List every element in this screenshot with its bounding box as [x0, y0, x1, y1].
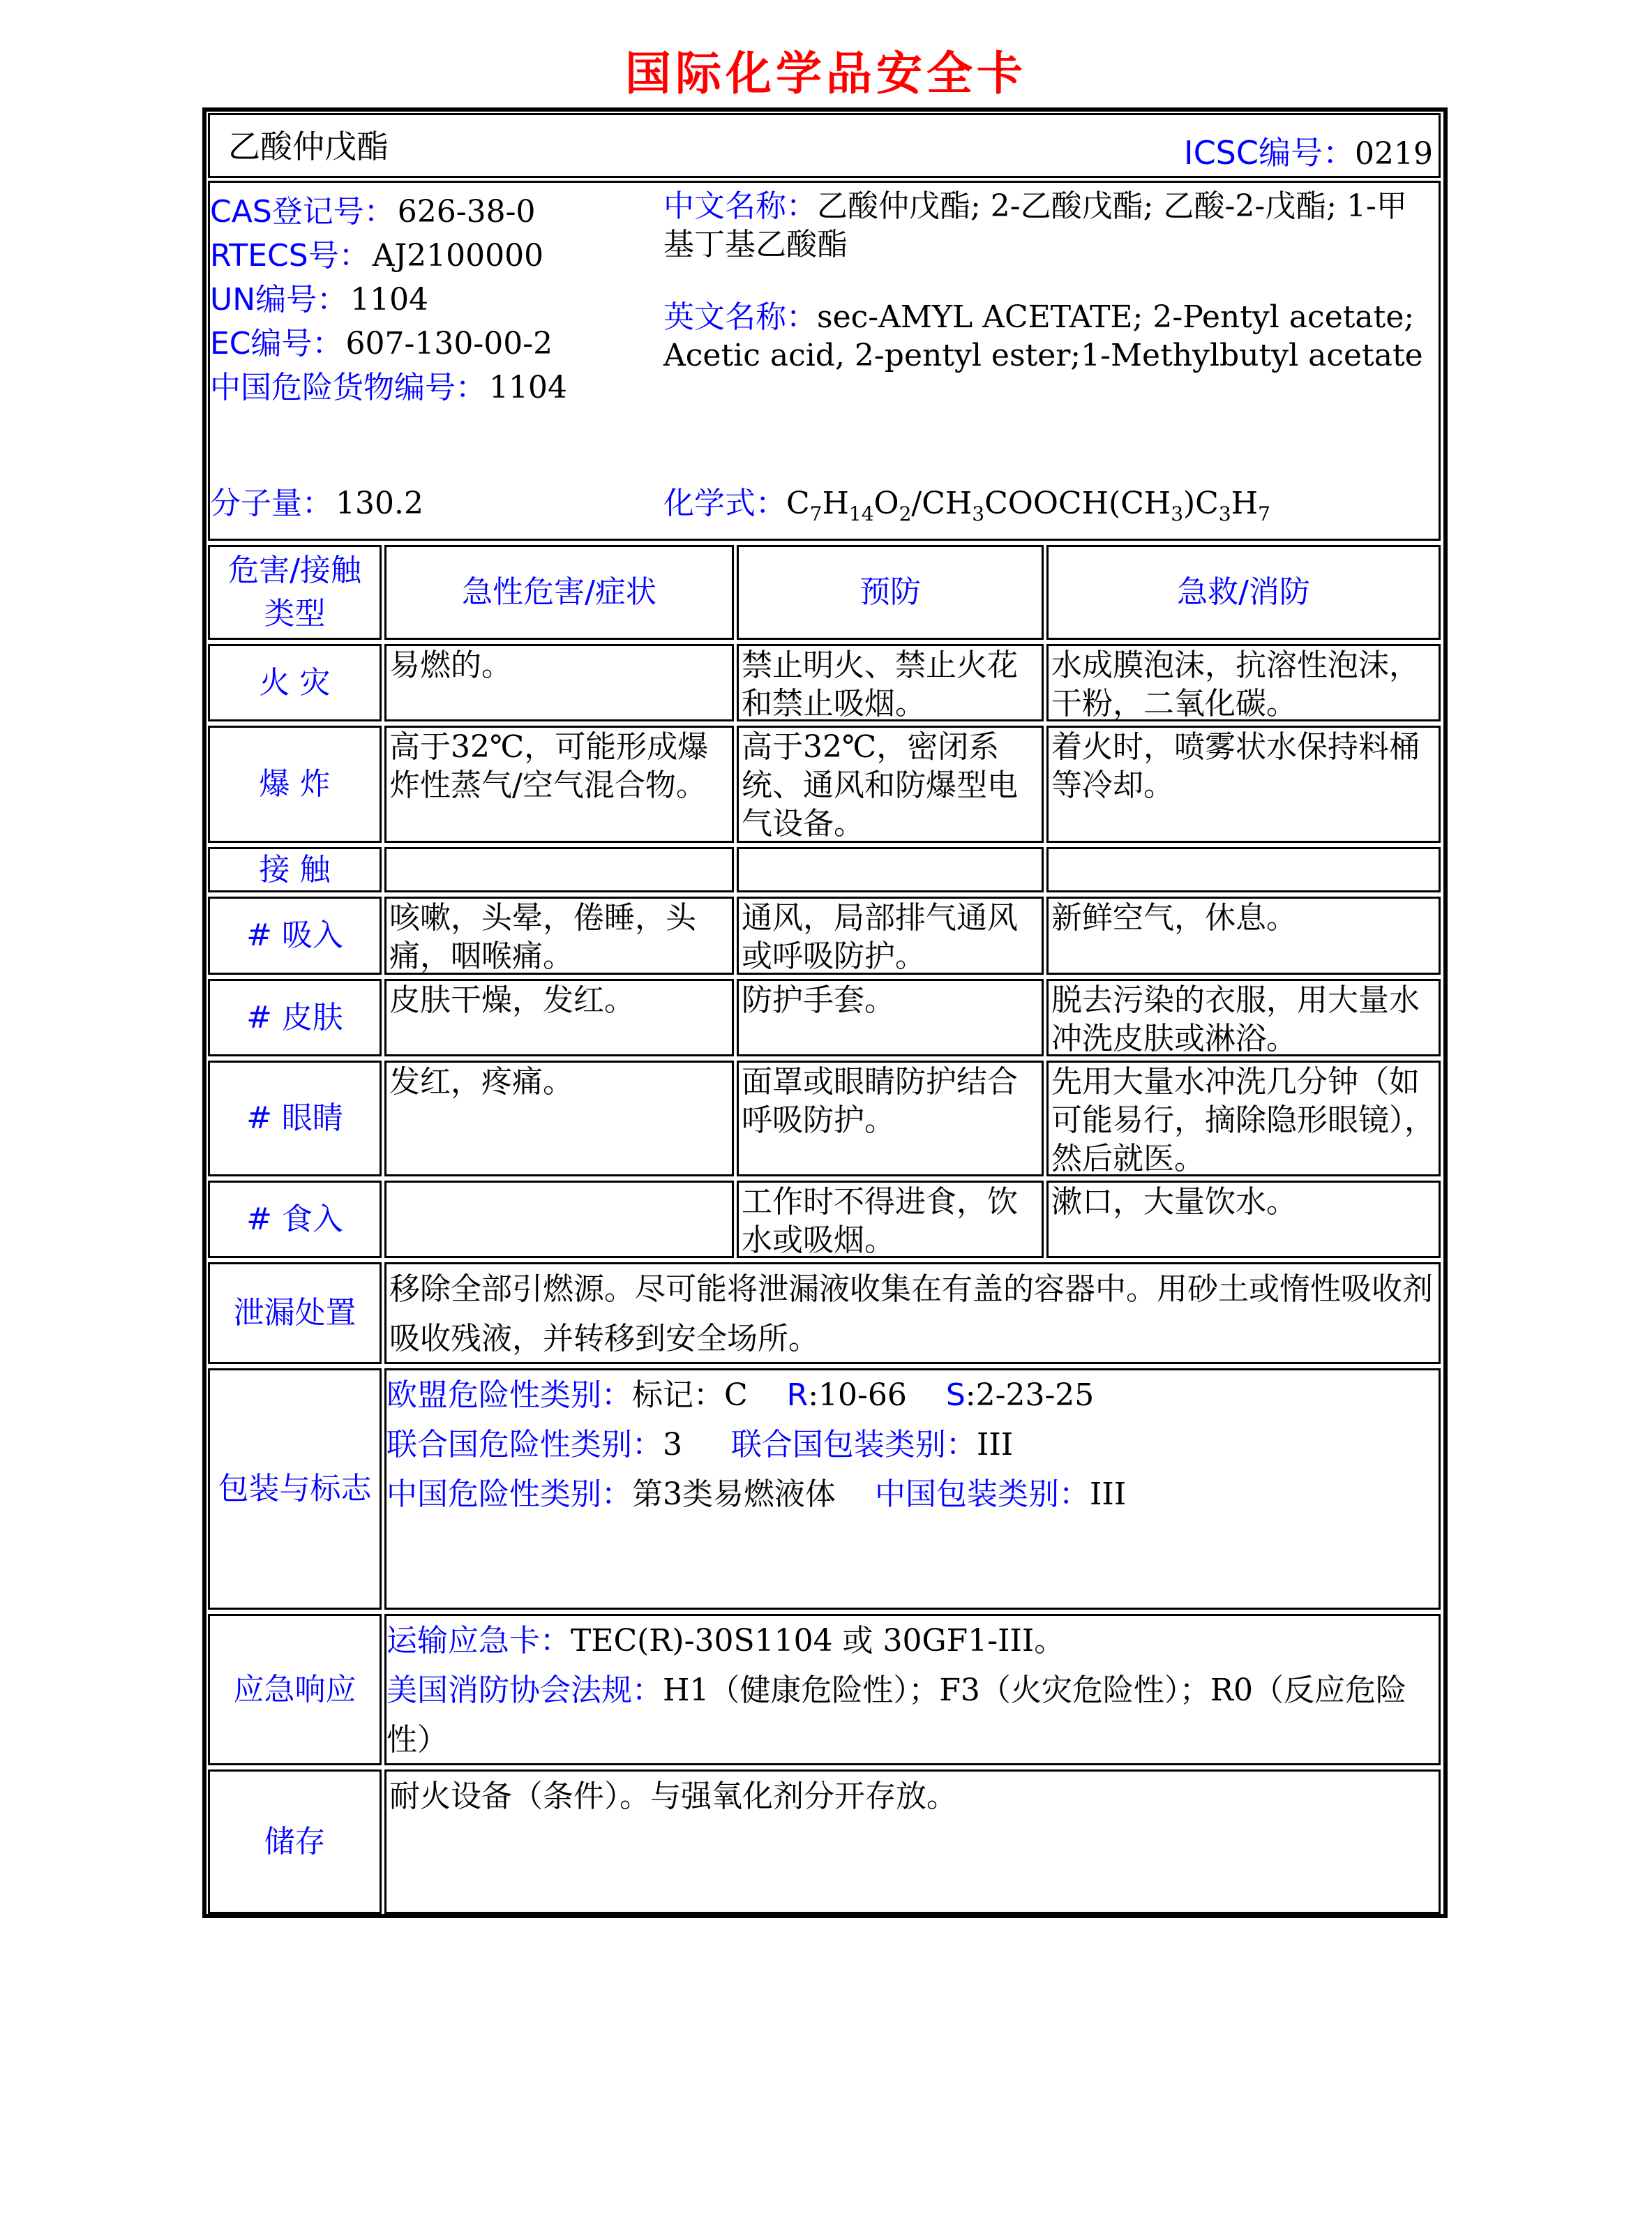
row-hazard-type: # 吸入 [208, 897, 382, 975]
row-prevention: 面罩或眼睛防护结合呼吸防护。 [737, 1061, 1044, 1176]
row-first-aid: 水成膜泡沫，抗溶性泡沫，干粉，二氧化碳。 [1046, 644, 1441, 721]
row-prevention: 防护手套。 [737, 979, 1044, 1056]
english-names: 英文名称：sec-AMYL ACETATE; 2-Pentyl acetate; Acetic acid, 2-pentyl ester;1-Methylbutyl acetate [663, 299, 1423, 373]
row-symptoms: 咳嗽，头晕，倦睡，头痛，咽喉痛。 [384, 897, 734, 975]
row-hazard-type: # 皮肤 [208, 979, 382, 1056]
formula-part: 7 [809, 502, 823, 525]
icsc-number: ICSC编号：0219 [1184, 134, 1433, 172]
row-first-aid: 漱口，大量饮水。 [1046, 1181, 1441, 1258]
packaging-label: 包装与标志 [208, 1368, 382, 1610]
row-prevention: 高于32℃，密闭系统、通风和防爆型电气设备。 [737, 726, 1044, 843]
formula-part: H [1231, 486, 1259, 521]
rtecs-number: RTECS号：AJ2100000 [210, 238, 544, 274]
formula-part: 3 [1218, 502, 1231, 525]
formula-part: 3 [1171, 502, 1184, 525]
formula-part: )C [1183, 486, 1219, 521]
row-hazard-type: 火 灾 [208, 644, 382, 721]
row-symptoms [384, 1181, 734, 1258]
un-number: UN编号：1104 [210, 282, 429, 317]
formula-part: 7 [1258, 502, 1270, 525]
formula-part: /CH [911, 486, 973, 521]
row-hazard-type: 接 触 [208, 847, 382, 892]
spill-label: 泄漏处置 [208, 1262, 382, 1364]
storage-text: 耐火设备（条件）。与强氧化剂分开存放。 [384, 1769, 1441, 1914]
row-first-aid: 脱去污染的衣服，用大量水冲洗皮肤或淋浴。 [1046, 979, 1441, 1056]
formula-part: 3 [972, 502, 985, 525]
row-first-aid: 新鲜空气，休息。 [1046, 897, 1441, 975]
row-first-aid: 先用大量水冲洗几分钟（如可能易行，摘除隐形眼镜），然后就医。 [1046, 1061, 1441, 1176]
column-header-type: 危害/接触类型 [208, 545, 382, 640]
formula-part: COOCH(CH [984, 486, 1171, 521]
emergency-label: 应急响应 [208, 1614, 382, 1765]
emergency-text: 运输应急卡：TEC(R)-30S1104 或 30GF1-III。 美国消防协会法规：H1（健康危险性）；F3（火灾危险性）；R0（反应危险性） [384, 1614, 1441, 1765]
formula-part: O [873, 486, 899, 521]
page-title: 国际化学品安全卡 [625, 47, 1027, 100]
formula-part: 2 [899, 502, 912, 525]
row-prevention: 工作时不得进食，饮水或吸烟。 [737, 1181, 1044, 1258]
row-symptoms [384, 847, 734, 892]
storage-label: 储存 [208, 1769, 382, 1914]
column-header-first-aid: 急救/消防 [1046, 545, 1441, 640]
row-prevention [737, 847, 1044, 892]
cn-dangerous-goods-number: 中国危险货物编号：1104 [210, 370, 567, 405]
chemical-formula: 化学式：$C_7H_{14}O_2/CH_3COOCH(CH_3)C_3H_7$ [663, 486, 1270, 525]
row-first-aid: 着火时，喷雾状水保持料桶等冷却。 [1046, 726, 1441, 843]
packaging-text: 欧盟危险性类别：标记：C R:10-66 S:2-23-25 联合国危险性类别：3 联合国包装类别：III 中国危险性类别：第3类易燃液体 中国包装类别：III [384, 1368, 1441, 1610]
spill-text: 移除全部引燃源。尽可能将泄漏液收集在有盖的容器中。用砂土或惰性吸收剂吸收残液，并转移到安全场所。 [384, 1262, 1441, 1364]
column-header-symptoms: 急性危害/症状 [384, 545, 734, 640]
identifiers-section [208, 181, 1441, 541]
formula-part: 14 [848, 502, 874, 525]
row-symptoms: 皮肤干燥，发红。 [384, 979, 734, 1056]
row-hazard-type: # 食入 [208, 1181, 382, 1258]
header-row [208, 113, 1441, 178]
row-symptoms: 易燃的。 [384, 644, 734, 721]
row-symptoms: 发红，疼痛。 [384, 1061, 734, 1176]
chinese-names: 中文名称：乙酸仲戊酯; 2-乙酸戊酯; 乙酸-2-戊酯; 1-甲基丁基乙酸酯 [663, 188, 1407, 262]
row-prevention: 通风，局部排气通风或呼吸防护。 [737, 897, 1044, 975]
column-header-prevention: 预防 [737, 545, 1044, 640]
ec-number: EC编号：607-130-00-2 [210, 326, 553, 361]
cas-number: CAS登记号：626-38-0 [210, 194, 536, 230]
row-prevention: 禁止明火、禁止火花和禁止吸烟。 [737, 644, 1044, 721]
row-symptoms: 高于32℃，可能形成爆炸性蒸气/空气混合物。 [384, 726, 734, 843]
row-first-aid [1046, 847, 1441, 892]
chemical-name: 乙酸仲戊酯 [228, 128, 389, 165]
row-hazard-type: 爆 炸 [208, 726, 382, 843]
row-hazard-type: # 眼睛 [208, 1061, 382, 1176]
molecular-weight: 分子量：130.2 [210, 486, 423, 521]
formula-part: C [786, 486, 810, 521]
formula-part: H [822, 486, 849, 521]
